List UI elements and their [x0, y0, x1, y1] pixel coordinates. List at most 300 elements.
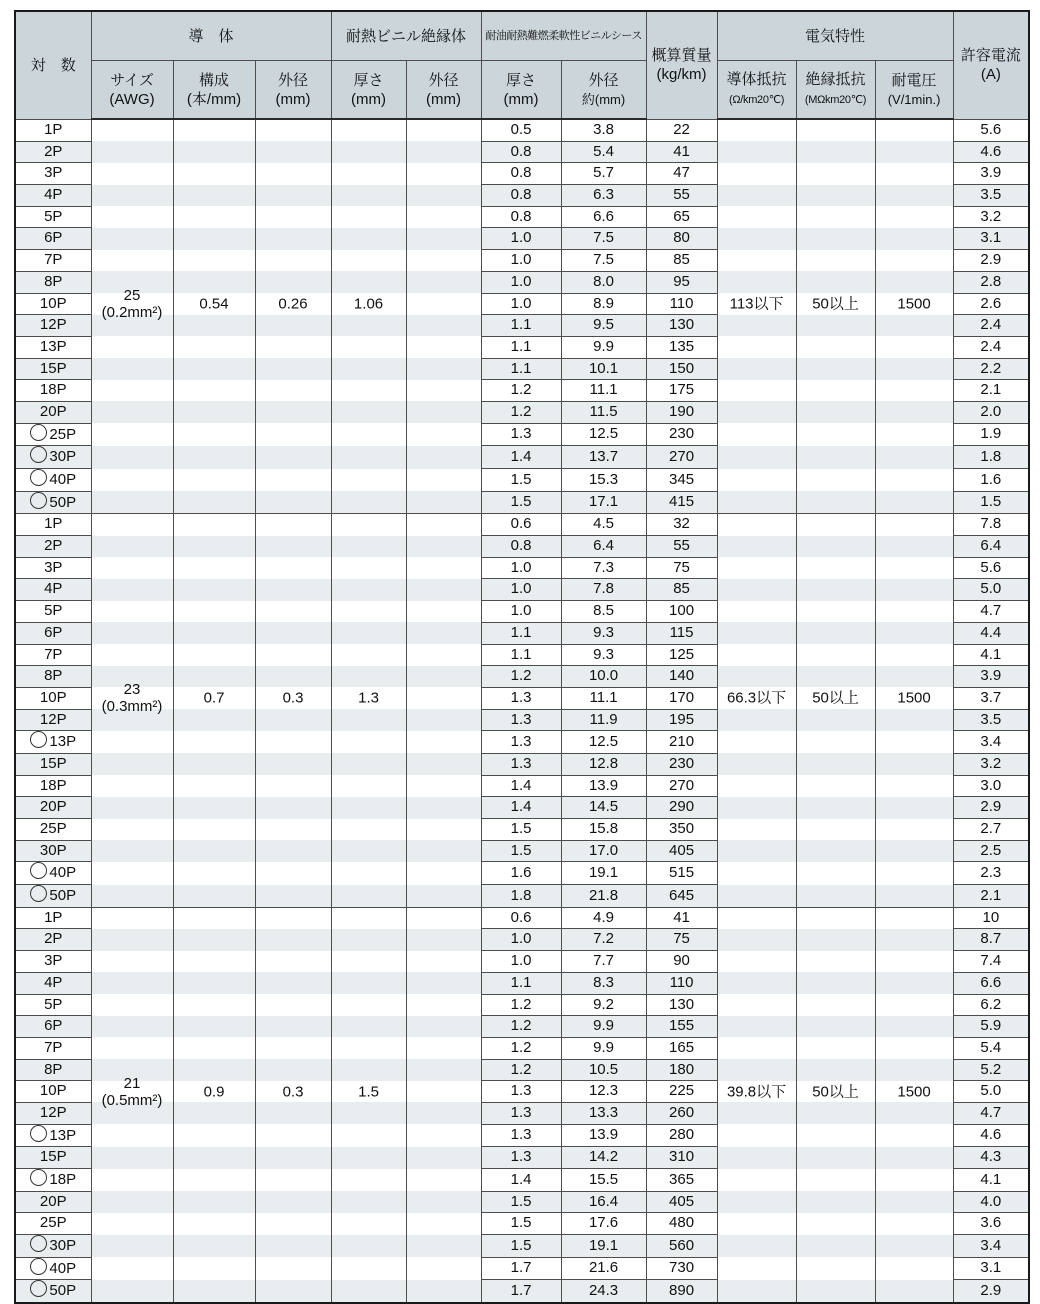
conductor-resistance-cell: [717, 250, 796, 272]
insulation-thickness-cell: [331, 315, 406, 337]
current-cell: 1.6: [953, 469, 1029, 492]
insulation-resistance-cell: [796, 514, 875, 536]
voltage-cell: [875, 271, 953, 293]
table-row: [15, 1191, 1029, 1213]
pair-count-cell: [15, 380, 91, 402]
mass-cell: 350: [646, 819, 717, 841]
conductor-strand-cell: [173, 666, 255, 688]
voltage-cell: [875, 731, 953, 754]
conductor-od-cell: [255, 1147, 331, 1169]
sheath-thickness-cell: 1.0: [481, 271, 561, 293]
table-row: [15, 1235, 1029, 1258]
conductor-resistance-cell: [717, 994, 796, 1016]
group-value: 25 (0.2mm²): [101, 286, 163, 321]
current-cell: 3.7: [953, 687, 1029, 709]
mass-cell: 405: [646, 840, 717, 862]
table-row: [15, 1280, 1029, 1303]
mass-cell: 515: [646, 862, 717, 885]
sheath-thickness-cell: 1.4: [481, 446, 561, 469]
insulation-od-cell: [406, 536, 481, 558]
conductor-od-cell: [255, 972, 331, 994]
conductor-resistance-cell: [717, 536, 796, 558]
sheath-thickness-cell: 1.8: [481, 885, 561, 908]
current-cell: 3.1: [953, 1257, 1029, 1280]
insulation-resistance-cell: [796, 380, 875, 402]
conductor-resistance-cell: [717, 601, 796, 623]
conductor-resistance-cell: [717, 315, 796, 337]
pair-count-label: 50P: [49, 1282, 77, 1300]
current-cell: 3.4: [953, 1235, 1029, 1258]
conductor-resistance-cell: [717, 163, 796, 185]
voltage-cell: [875, 401, 953, 423]
header-current: [953, 11, 1029, 119]
conductor-od-cell: [255, 206, 331, 228]
sheath-thickness-cell: 1.1: [481, 972, 561, 994]
circle-mark-icon: [30, 1235, 47, 1252]
sheath-thickness-cell: 1.4: [481, 797, 561, 819]
conductor-strand-cell: [173, 972, 255, 994]
voltage-cell: [875, 687, 953, 709]
sheath-od-cell: 10.5: [561, 1059, 646, 1081]
current-cell: 3.1: [953, 228, 1029, 250]
sheath-thickness-cell: 0.8: [481, 536, 561, 558]
insulation-thickness-cell: [331, 119, 406, 141]
conductor-od-cell: [255, 358, 331, 380]
group-value: 1500: [897, 1083, 931, 1101]
conductor-od-cell: [255, 141, 331, 163]
sheath-thickness-cell: 1.5: [481, 1213, 561, 1235]
table-row: [15, 622, 1029, 644]
conductor-resistance-cell: [717, 666, 796, 688]
mass-cell: 730: [646, 1257, 717, 1280]
insulation-resistance-cell: [796, 994, 875, 1016]
table-row: [15, 1037, 1029, 1059]
pair-count-cell: [15, 579, 91, 601]
insulation-od-cell: [406, 579, 481, 601]
pair-count-label: 6P: [44, 1017, 63, 1035]
sheath-thickness-cell: 1.5: [481, 491, 561, 514]
insulation-od-cell: [406, 469, 481, 492]
mass-cell: 90: [646, 951, 717, 973]
conductor-size-cell: [91, 1016, 173, 1038]
current-cell: 6.2: [953, 994, 1029, 1016]
insulation-thickness-cell: [331, 1191, 406, 1213]
current-cell: 4.4: [953, 622, 1029, 644]
conductor-strand-cell: [173, 579, 255, 601]
pair-count-label: 3P: [44, 952, 63, 970]
sheath-od-cell: 7.3: [561, 557, 646, 579]
conductor-strand-cell: [173, 862, 255, 885]
insulation-resistance-cell: [796, 446, 875, 469]
conductor-od-cell: [255, 514, 331, 536]
insulation-resistance-cell: [796, 644, 875, 666]
mass-cell: 75: [646, 929, 717, 951]
group-value: 50以上: [812, 295, 859, 313]
conductor-strand-cell: [173, 206, 255, 228]
pair-count-cell: [15, 557, 91, 579]
sheath-od-cell: 15.3: [561, 469, 646, 492]
conductor-resistance-cell: [717, 271, 796, 293]
table-row: [15, 557, 1029, 579]
sheath-thickness-cell: 1.0: [481, 929, 561, 951]
group-value: 0.3: [282, 689, 304, 707]
insulation-thickness-cell: [331, 1169, 406, 1192]
sheath-od-cell: 8.5: [561, 601, 646, 623]
current-cell: 2.9: [953, 1280, 1029, 1303]
sheath-thickness-cell: 0.8: [481, 206, 561, 228]
conductor-resistance-cell: [717, 753, 796, 775]
conductor-strand-cell: [173, 491, 255, 514]
sheath-od-cell: 7.5: [561, 250, 646, 272]
sheath-thickness-cell: 1.0: [481, 579, 561, 601]
pair-count-label: 2P: [44, 537, 63, 555]
header-size: サイズ (AWG): [91, 61, 173, 120]
header-insulation-group: 耐熱ビニル絶縁体: [331, 11, 481, 61]
voltage-cell: [875, 336, 953, 358]
table-row: [15, 185, 1029, 207]
sheath-thickness-cell: 1.4: [481, 775, 561, 797]
table-row: [15, 972, 1029, 994]
insulation-thickness-cell: [331, 644, 406, 666]
insulation-od-cell: [406, 446, 481, 469]
voltage-cell: [875, 380, 953, 402]
header-electrical-group: 電気特性: [717, 11, 953, 61]
table-row: [15, 141, 1029, 163]
conductor-strand-cell: [173, 469, 255, 492]
current-cell: 5.2: [953, 1059, 1029, 1081]
conductor-strand-cell: [173, 775, 255, 797]
pair-count-cell: [15, 1016, 91, 1038]
voltage-cell: [875, 579, 953, 601]
insulation-thickness-cell: [331, 336, 406, 358]
current-cell: 5.9: [953, 1016, 1029, 1038]
pair-count-cell: [15, 1124, 91, 1147]
pair-count-label: 15P: [39, 359, 67, 377]
current-cell: 6.4: [953, 536, 1029, 558]
table-row: [15, 423, 1029, 446]
pair-count-label: 4P: [44, 186, 63, 204]
mass-cell: 225: [646, 1081, 717, 1103]
voltage-cell: [875, 557, 953, 579]
current-cell: 2.4: [953, 315, 1029, 337]
conductor-size-cell: [91, 423, 173, 446]
voltage-cell: [875, 1257, 953, 1280]
conductor-size-cell: [91, 579, 173, 601]
pair-count-label: 7P: [44, 645, 63, 663]
mass-cell: 47: [646, 163, 717, 185]
pair-count-label: 18P: [39, 381, 67, 399]
sheath-od-cell: 7.2: [561, 929, 646, 951]
sheath-thickness-cell: 1.2: [481, 1059, 561, 1081]
sheath-od-cell: 13.9: [561, 775, 646, 797]
voltage-cell: [875, 644, 953, 666]
current-cell: 3.5: [953, 709, 1029, 731]
insulation-od-cell: [406, 862, 481, 885]
conductor-od-cell: [255, 666, 331, 688]
table-row: [15, 491, 1029, 514]
pair-count-label: 1P: [44, 120, 63, 138]
insulation-resistance-cell: [796, 557, 875, 579]
conductor-od-cell: [255, 1235, 331, 1258]
conductor-strand-cell: [173, 163, 255, 185]
pair-count-cell: [15, 491, 91, 514]
sheath-thickness-cell: 0.6: [481, 907, 561, 929]
sheath-thickness-cell: 1.1: [481, 336, 561, 358]
spec-table-container: [14, 10, 1030, 1304]
conductor-od-cell: [255, 1102, 331, 1124]
pair-count-cell: [15, 687, 91, 709]
insulation-resistance-cell: [796, 1081, 875, 1103]
insulation-resistance-cell: [796, 358, 875, 380]
conductor-size-cell: [91, 446, 173, 469]
pair-count-cell: [15, 797, 91, 819]
sheath-od-cell: 10.0: [561, 666, 646, 688]
sheath-thickness-cell: 1.3: [481, 1102, 561, 1124]
voltage-cell: [875, 228, 953, 250]
pair-count-label: 13P: [39, 337, 67, 355]
cable-spec-table: [14, 10, 1030, 1304]
conductor-size-cell: [91, 358, 173, 380]
voltage-cell: [875, 929, 953, 951]
mass-cell: 230: [646, 423, 717, 446]
sheath-thickness-cell: 0.6: [481, 514, 561, 536]
voltage-cell: [875, 709, 953, 731]
conductor-size-cell: [91, 681, 173, 716]
sheath-thickness-cell: 1.3: [481, 753, 561, 775]
mass-cell: 210: [646, 731, 717, 754]
insulation-od-cell: [406, 358, 481, 380]
pair-count-label: 30P: [39, 841, 67, 859]
conductor-od-cell: [255, 644, 331, 666]
conductor-strand-cell: [173, 1169, 255, 1192]
group-value: 0.54: [199, 295, 229, 313]
conductor-resistance-cell: [717, 401, 796, 423]
table-row: [15, 271, 1029, 293]
sheath-od-cell: 15.8: [561, 819, 646, 841]
conductor-strand-cell: [173, 907, 255, 929]
pair-count-cell: [15, 1037, 91, 1059]
header-mass-label: 概算質量: [651, 47, 712, 65]
sheath-od-cell: 9.9: [561, 336, 646, 358]
conductor-size-cell: [91, 228, 173, 250]
sheath-thickness-cell: 1.7: [481, 1280, 561, 1303]
conductor-od-cell: [255, 687, 331, 709]
conductor-size-cell: [91, 840, 173, 862]
pair-count-label: 18P: [39, 776, 67, 794]
current-cell: 3.9: [953, 666, 1029, 688]
conductor-od-cell: [255, 885, 331, 908]
insulation-resistance-cell: [796, 1169, 875, 1192]
conductor-resistance-cell: [717, 206, 796, 228]
conductor-strand-cell: [173, 1059, 255, 1081]
conductor-resistance-cell: [717, 907, 796, 929]
conductor-od-cell: [255, 380, 331, 402]
conductor-strand-cell: [173, 401, 255, 423]
conductor-size-cell: [91, 907, 173, 929]
insulation-od-cell: [406, 1280, 481, 1303]
insulation-thickness-cell: [331, 423, 406, 446]
conductor-od-cell: [255, 840, 331, 862]
conductor-od-cell: [255, 994, 331, 1016]
pair-count-cell: [15, 271, 91, 293]
voltage-cell: [875, 1191, 953, 1213]
voltage-cell: [875, 423, 953, 446]
conductor-od-cell: [255, 228, 331, 250]
conductor-resistance-cell: [717, 423, 796, 446]
insulation-resistance-cell: [796, 401, 875, 423]
conductor-size-cell: [91, 1169, 173, 1192]
voltage-cell: [875, 1147, 953, 1169]
insulation-od-cell: [406, 666, 481, 688]
sheath-thickness-cell: 1.2: [481, 666, 561, 688]
sheath-thickness-cell: 1.3: [481, 1081, 561, 1103]
sheath-thickness-cell: 1.3: [481, 687, 561, 709]
voltage-cell: [875, 514, 953, 536]
conductor-size-cell: [91, 644, 173, 666]
sheath-thickness-cell: 1.2: [481, 401, 561, 423]
current-cell: 4.1: [953, 644, 1029, 666]
conductor-resistance-cell: [717, 819, 796, 841]
conductor-resistance-cell: [717, 1124, 796, 1147]
current-cell: 4.6: [953, 1124, 1029, 1147]
pair-count-label: 40P: [49, 471, 77, 488]
conductor-od-cell: [255, 293, 331, 315]
table-row: [15, 446, 1029, 469]
pair-count-label: 20P: [39, 402, 67, 420]
insulation-thickness-cell: [331, 557, 406, 579]
sheath-thickness-cell: 0.8: [481, 141, 561, 163]
insulation-resistance-cell: [796, 336, 875, 358]
table-header: [15, 11, 1029, 119]
voltage-cell: [875, 885, 953, 908]
voltage-cell: [875, 862, 953, 885]
pair-count-cell: [15, 336, 91, 358]
conductor-resistance-cell: [717, 1235, 796, 1258]
circle-mark-icon: [30, 492, 47, 509]
group-value: 1.06: [353, 295, 384, 313]
conductor-resistance-cell: [717, 1081, 796, 1103]
insulation-thickness-cell: [331, 1213, 406, 1235]
conductor-resistance-cell: [717, 1257, 796, 1280]
insulation-resistance-cell: [796, 1147, 875, 1169]
circle-mark-icon: [30, 424, 47, 441]
current-cell: 2.6: [953, 293, 1029, 315]
insulation-od-cell: [406, 119, 481, 141]
conductor-size-cell: [91, 1191, 173, 1213]
sheath-od-cell: 13.7: [561, 446, 646, 469]
sheath-thickness-cell: 0.8: [481, 163, 561, 185]
pair-count-label: 18P: [49, 1171, 77, 1188]
conductor-resistance-cell: [717, 731, 796, 754]
voltage-cell: [875, 1280, 953, 1303]
voltage-cell: [875, 1081, 953, 1103]
pair-count-label: 25P: [39, 1214, 67, 1232]
conductor-resistance-cell: [717, 1213, 796, 1235]
pair-count-label: 5P: [44, 207, 63, 225]
mass-cell: 190: [646, 401, 717, 423]
pair-count-label: 1P: [44, 515, 63, 533]
conductor-strand-cell: [173, 1280, 255, 1303]
sheath-od-cell: 19.1: [561, 1235, 646, 1258]
conductor-strand-cell: [173, 601, 255, 623]
mass-cell: 85: [646, 579, 717, 601]
sheath-od-cell: 8.3: [561, 972, 646, 994]
insulation-od-cell: [406, 709, 481, 731]
mass-cell: 115: [646, 622, 717, 644]
insulation-resistance-cell: [796, 1280, 875, 1303]
insulation-resistance-cell: [796, 423, 875, 446]
conductor-size-cell: [91, 731, 173, 754]
insulation-resistance-cell: [796, 491, 875, 514]
pair-count-label: 8P: [44, 667, 63, 685]
sheath-thickness-cell: 1.0: [481, 601, 561, 623]
current-cell: 10: [953, 907, 1029, 929]
conductor-resistance-cell: [717, 709, 796, 731]
insulation-od-cell: [406, 228, 481, 250]
current-cell: 4.6: [953, 141, 1029, 163]
insulation-resistance-cell: [796, 1016, 875, 1038]
pair-count-label: 13P: [49, 1126, 77, 1144]
sheath-thickness-cell: 1.5: [481, 1235, 561, 1258]
insulation-od-cell: [406, 206, 481, 228]
insulation-resistance-cell: [796, 141, 875, 163]
table-row: [15, 644, 1029, 666]
conductor-size-cell: [91, 885, 173, 908]
conductor-size-cell: [91, 601, 173, 623]
insulation-thickness-cell: [331, 753, 406, 775]
sheath-od-cell: 6.6: [561, 206, 646, 228]
sheath-od-cell: 13.3: [561, 1102, 646, 1124]
insulation-thickness-cell: [331, 250, 406, 272]
conductor-strand-cell: [173, 119, 255, 141]
insulation-od-cell: [406, 951, 481, 973]
sheath-thickness-cell: 1.1: [481, 315, 561, 337]
sheath-od-cell: 24.3: [561, 1280, 646, 1303]
mass-cell: 32: [646, 514, 717, 536]
conductor-strand-cell: [173, 753, 255, 775]
pair-count-cell: [15, 293, 91, 315]
pair-count-cell: [15, 775, 91, 797]
pair-count-cell: [15, 753, 91, 775]
table-row: [15, 469, 1029, 492]
sheath-thickness-cell: 1.3: [481, 1147, 561, 1169]
sheath-od-cell: 12.8: [561, 753, 646, 775]
sheath-od-cell: 9.5: [561, 315, 646, 337]
insulation-resistance-cell: [796, 819, 875, 841]
sheath-od-cell: 11.5: [561, 401, 646, 423]
insulation-od-cell: [406, 644, 481, 666]
pair-count-label: 6P: [44, 229, 63, 247]
table-row: [15, 1169, 1029, 1192]
current-cell: 2.2: [953, 358, 1029, 380]
sheath-thickness-cell: 1.5: [481, 469, 561, 492]
conductor-resistance-cell: [717, 514, 796, 536]
conductor-od-cell: [255, 731, 331, 754]
conductor-od-cell: [255, 491, 331, 514]
insulation-thickness-cell: [331, 1081, 406, 1103]
current-cell: 2.9: [953, 250, 1029, 272]
insulation-thickness-cell: [331, 163, 406, 185]
sheath-thickness-cell: 1.3: [481, 1124, 561, 1147]
pair-count-cell: [15, 972, 91, 994]
mass-cell: 260: [646, 1102, 717, 1124]
pair-count-label: 12P: [39, 1103, 67, 1121]
conductor-resistance-cell: [717, 1147, 796, 1169]
conductor-resistance-cell: [717, 775, 796, 797]
table-row: [15, 951, 1029, 973]
insulation-resistance-cell: [796, 1124, 875, 1147]
insulation-resistance-cell: [796, 907, 875, 929]
